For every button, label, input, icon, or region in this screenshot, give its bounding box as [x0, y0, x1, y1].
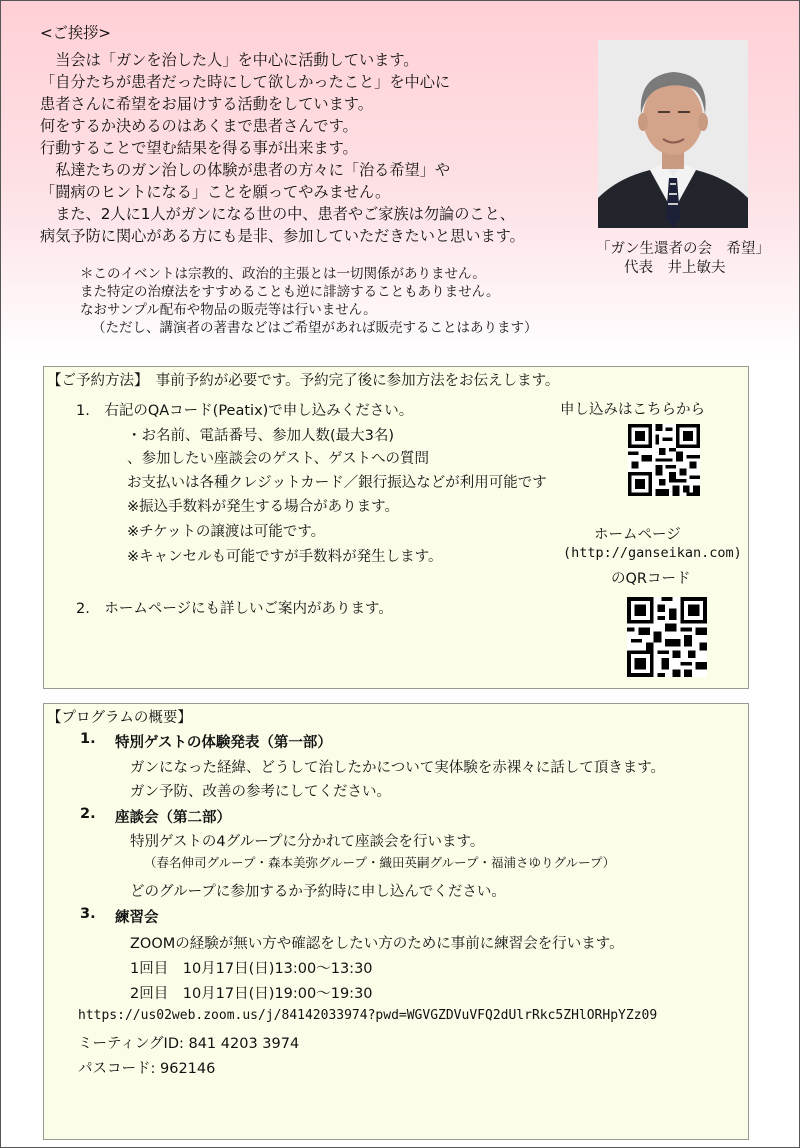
disclaimer-note: なおサンプル配布や物品の販売等は行いません。	[80, 302, 377, 318]
section-1-text: ガンになった経緯、どうして治したかについて実体験を赤裸々に話して頂きます。	[130, 760, 666, 776]
apply-label: 申し込みはこちらから	[560, 402, 705, 418]
reservation-detail: ※チケットの譲渡は可能です。	[127, 524, 326, 540]
peatix-qr-code[interactable]	[628, 424, 700, 496]
homepage-label: ホームページ	[594, 527, 681, 543]
representative-name: 代表 井上敏夫	[624, 260, 726, 276]
greeting-line: 患者さんに希望をお届けする活動をしています。	[40, 95, 373, 113]
section-3-number: 3.	[80, 906, 96, 922]
organization-name: 「ガン生還者の会 希望」	[596, 241, 770, 257]
section-3-title: 練習会	[115, 910, 159, 926]
practice-session-2: 2回目 10月17日(日)19:00～19:30	[130, 986, 373, 1002]
representative-photo	[598, 40, 748, 228]
reservation-header: 【ご予約方法】 事前予約が必要です。予約完了後に参加方法をお伝えします。	[47, 373, 560, 389]
practice-session-1: 1回目 10月17日(日)13:00～13:30	[130, 961, 373, 977]
reservation-detail: 、参加したい座談会のゲスト、ゲストへの質問	[127, 451, 430, 467]
greeting-line: 何をするか決めるのはあくまで患者さんです。	[40, 117, 358, 135]
homepage-qr-code[interactable]	[627, 597, 707, 677]
greeting-line: また、2人に1人がガンになる世の中、患者やご家族は勿論のこと、	[40, 205, 515, 223]
greeting-line: 「自分たちが患者だった時にして欲しかったこと」を中心に	[40, 73, 451, 91]
section-1-title: 特別ゲストの体験発表（第一部）	[115, 735, 332, 751]
homepage-url[interactable]: (http://ganseikan.com)	[563, 545, 742, 561]
greeting-line: 病気予防に関心がある方にも是非、参加していただきたいと思います。	[40, 227, 525, 245]
reservation-detail: ・お名前、電話番号、参加人数(最大3名)	[127, 428, 395, 444]
greeting-heading: <ご挨拶>	[40, 24, 112, 42]
section-1-number: 1.	[80, 731, 96, 747]
greeting-line: 行動することで望む結果を得る事が出来ます。	[40, 139, 358, 157]
program-header: 【プログラムの概要】	[47, 710, 192, 726]
section-2-title: 座談会（第二部）	[115, 810, 231, 826]
meeting-id: ミーティングID: 841 4203 3974	[78, 1036, 300, 1052]
reservation-detail: ※振込手数料が発生する場合があります。	[127, 499, 399, 515]
section-3-text: ZOOMの経験が無い方や確認をしたい方のために事前に練習会を行います。	[130, 936, 624, 952]
reservation-detail: ※キャンセルも可能ですが手数料が発生します。	[127, 549, 443, 565]
disclaimer-note: ＊このイベントは宗教的、政治的主張とは一切関係がありません。	[80, 266, 486, 282]
greeting-line: 当会は「ガンを治した人」を中心に活動しています。	[40, 51, 419, 69]
reservation-item-2: 2. ホームページにも詳しいご案内があります。	[76, 601, 393, 617]
homepage-qr-label: のQRコード	[611, 571, 691, 587]
disclaimer-note: （ただし、講演者の著書などはご希望があれば販売することはあります）	[92, 320, 538, 336]
section-2-groups: （春名伸司グループ・森本美弥グループ・織田英嗣グループ・福浦さゆりグループ）	[144, 855, 616, 870]
section-2-text: どのグループに参加するか予約時に申し込んでください。	[130, 884, 506, 900]
reservation-detail: お支払いは各種クレジットカード／銀行振込などが利用可能です	[127, 475, 547, 491]
zoom-url[interactable]: https://us02web.zoom.us/j/84142033974?pwd=WGVGZDVuVFQ2dUlrRkc5ZHlORHpYZz09	[78, 1008, 658, 1023]
passcode: パスコード: 962146	[78, 1061, 216, 1077]
disclaimer-note: また特定の治療法をすすめることも逆に誹謗することもありません。	[80, 284, 500, 300]
section-2-number: 2.	[80, 806, 96, 822]
section-1-text: ガン予防、改善の参考にしてください。	[130, 784, 391, 800]
section-2-text: 特別ゲストの4グループに分かれて座談会を行います。	[130, 834, 485, 850]
greeting-line: 「闘病のヒントになる」ことを願ってやみません。	[40, 183, 391, 201]
reservation-item-1: 1. 右記のQAコード(Peatix)で申し込みください。	[76, 403, 414, 419]
greeting-line: 私達たちのガン治しの体験が患者の方々に「治る希望」や	[40, 161, 451, 179]
